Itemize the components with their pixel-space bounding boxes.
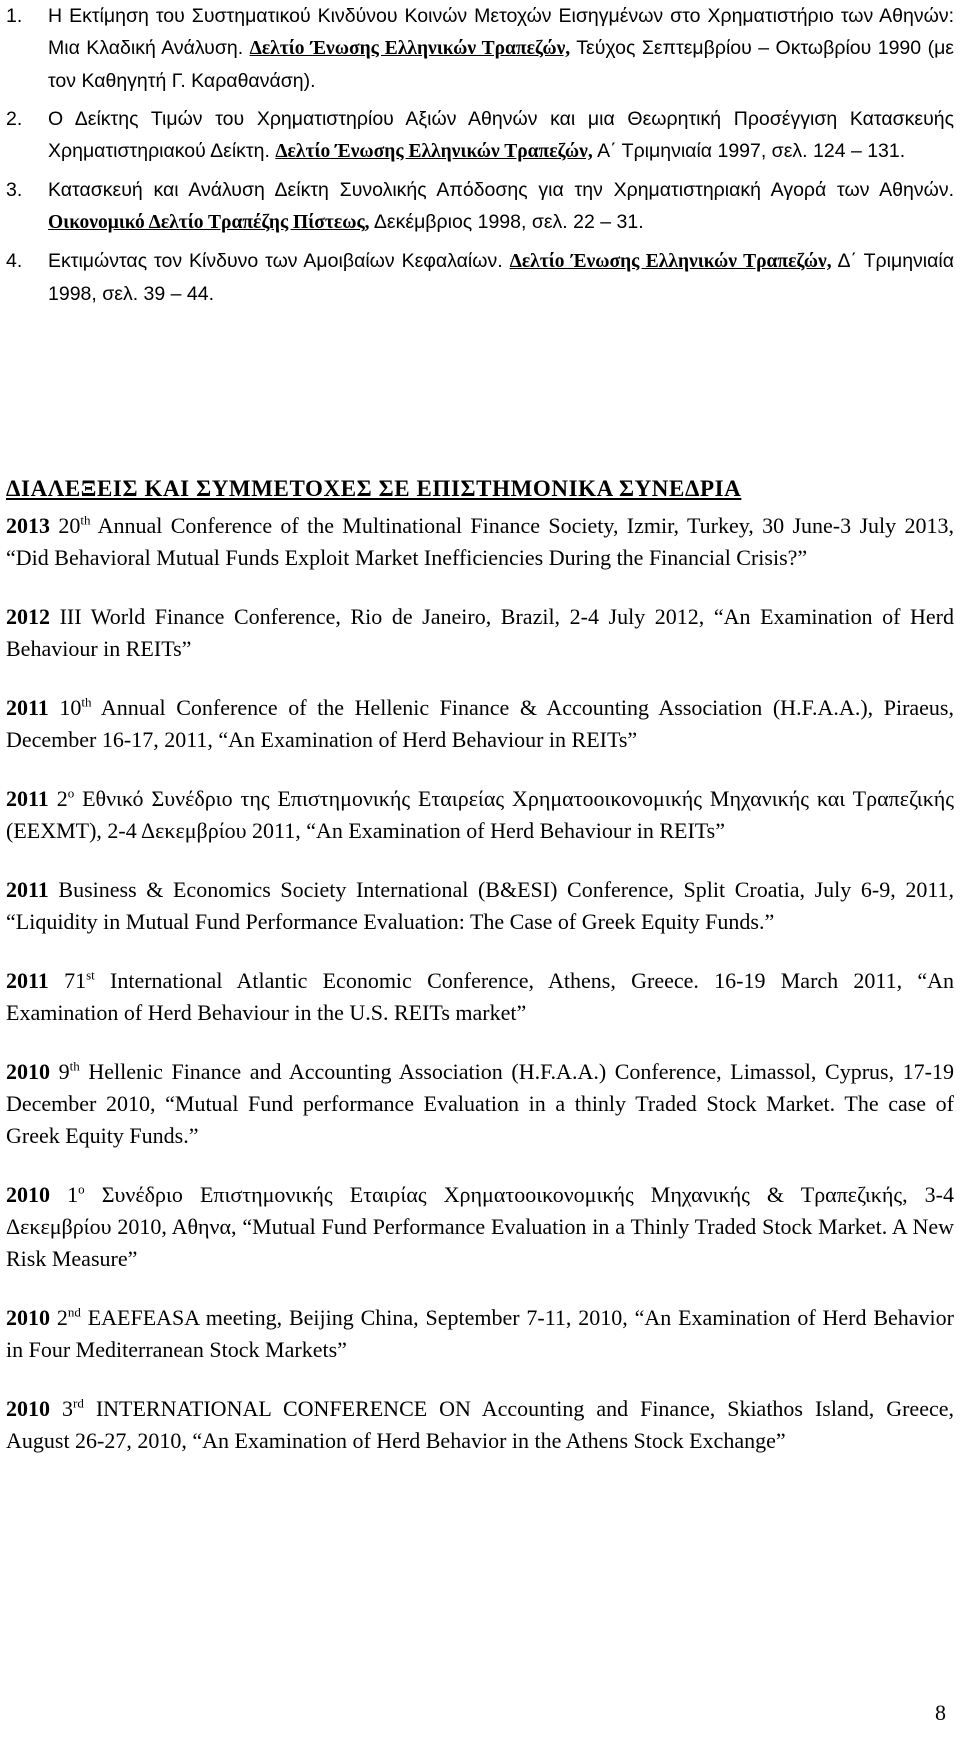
conference-ordinal: 71st	[64, 967, 95, 993]
conference-entry	[6, 874, 954, 938]
ordinal-suffix: nd	[67, 1304, 81, 1320]
conference-year: 2010	[6, 1305, 50, 1330]
publication-details: Δεκέμβριος 1998, σελ. 22 – 31.	[373, 211, 644, 233]
conference-ordinal: 3rd	[61, 1395, 84, 1421]
conference-ordinal: 1$^o$	[67, 1181, 85, 1207]
publications-list	[6, 0, 954, 310]
conference-text: Συνέδριο Επιστημονικής Εταιρίας Χρηματοοικονομικής Μηχανικής & Τραπεζικής, 3-4 Δεκεμβρίου 2010, Αθηνα, “Mutual Fund Performance Evaluation in a Thinly Traded Stock Market. A New Risk Measure”	[6, 1182, 954, 1271]
publication-number: 3.	[6, 179, 23, 201]
conference-entry	[6, 1302, 954, 1366]
ordinal-suffix: th	[81, 694, 92, 710]
document-page	[6, 0, 955, 1725]
ordinal-suffix: st	[86, 967, 95, 983]
conference-text: III World Finance Conference, Rio de Janeiro, Brazil, 2-4 July 2012, “An Examination of Herd Behaviour in REITs”	[6, 604, 955, 661]
conference-entry	[6, 510, 954, 574]
ordinal-suffix: th	[80, 512, 91, 528]
publication-item	[6, 103, 954, 168]
publication-title: Η Εκτίμηση του Συστηματικού Κινδύνου Κοινών Μετοχών Εισηγμένων στο Χρηματιστήριο των Αθηνών: Μια Κλαδική Ανάλυση.	[48, 5, 954, 59]
publication-journal: Δελτίο Ένωσης Ελληνικών Τραπεζών,	[509, 251, 832, 272]
conference-entry	[6, 1179, 954, 1275]
ordinal-suffix: o	[67, 785, 75, 801]
publication-item	[6, 174, 954, 239]
conference-ordinal: 2nd	[56, 1304, 81, 1330]
conference-entry	[6, 601, 954, 665]
section-heading: ΔΙΑΛΕΞΕΙΣ ΚΑΙ ΣΥΜΜΕΤΟΧΕΣ ΣΕ ΕΠΙΣΤΗΜΟΝΙΚΑ ΣΥΝΕΔΡΙΑ	[6, 476, 742, 501]
ordinal-suffix: o	[78, 1181, 85, 1197]
conference-ordinal: 2$^o$	[56, 785, 75, 811]
publication-journal: Οικονομικό Δελτίο Τραπέζης Πίστεως,	[48, 212, 370, 233]
conference-entry	[6, 1393, 954, 1457]
publication-number: 4.	[6, 250, 23, 272]
conference-year: 2011	[6, 695, 49, 720]
conference-year: 2013	[6, 513, 50, 538]
conference-year: 2011	[6, 968, 49, 993]
conference-year: 2012	[6, 604, 50, 629]
page-number: 8	[935, 1700, 946, 1725]
publication-number: 1.	[6, 5, 23, 27]
conference-entry	[6, 692, 954, 756]
conference-ordinal: 20th	[58, 512, 91, 538]
conference-year: 2010	[6, 1059, 50, 1084]
publication-number: 2.	[6, 108, 23, 130]
conference-text: International Atlantic Economic Conference, Athens, Greece. 16-19 March 2011, “An Examination of Herd Behaviour in the U.S. REITs market”	[6, 968, 955, 1025]
publication-item	[6, 0, 954, 97]
conference-year: 2010	[6, 1396, 50, 1421]
ordinal-suffix: rd	[72, 1395, 84, 1411]
publication-title: Ο Δείκτης Τιμών του Χρηματιστηρίου Αξιών Αθηνών και μια Θεωρητική Προσέγγιση Κατασκευής Χρηματιστηριακού Δείκτη.	[48, 108, 954, 162]
conference-year: 2010	[6, 1182, 50, 1207]
conference-text: Annual Conference of the Hellenic Finance & Accounting Association (H.F.A.A.), Piraeus, December 16-17, 2011, “An Examination of Herd Behaviour in REITs”	[6, 695, 954, 752]
conference-entry	[6, 783, 954, 847]
conference-text: EAEFEASA meeting, Beijing China, September 7-11, 2010, “An Examination of Herd Behavior in Four Mediterranean Stock Markets”	[6, 1305, 954, 1362]
conference-year: 2011	[6, 786, 49, 811]
conference-text: Business & Economics Society International (B&ESI) Conference, Split Croatia, July 6-9, 2011, “Liquidity in Mutual Fund Performance Evaluation: The Case of Greek Equity Funds.”	[6, 877, 955, 934]
conference-text: INTERNATIONAL CONFERENCE ON Accounting and Finance, Skiathos Island, Greece, August 26-27, 2010, “An Examination of Herd Behavior in the Athens Stock Exchange”	[6, 1396, 954, 1453]
publication-details: Δ΄ Τριμηνιαία 1998, σελ. 39 – 44.	[48, 250, 955, 305]
publication-journal: Δελτίο Ένωσης Ελληνικών Τραπεζών,	[249, 38, 571, 59]
publication-details: Α΄ Τριμηνιαία 1997, σελ. 124 – 131.	[597, 140, 906, 162]
publication-journal: Δελτίο Ένωσης Ελληνικών Τραπεζών,	[275, 141, 593, 162]
publication-details: Τεύχος Σεπτεμβρίου – Οκτωβρίου 1990 (με τον Καθηγητή Γ. Καραθανάση).	[48, 37, 954, 92]
conference-ordinal: 9th	[58, 1058, 80, 1084]
conference-list	[6, 510, 954, 1484]
conference-ordinal: 10th	[59, 694, 92, 720]
conference-entry	[6, 965, 954, 1029]
conference-text: Hellenic Finance and Accounting Association (H.F.A.A.) Conference, Limassol, Cyprus, 17-19 December 2010, “Mutual Fund performance Evaluation in a thinly Traded Stock Market. The case of Greek Equity Funds.”	[6, 1059, 955, 1148]
conference-entry	[6, 1056, 954, 1152]
conference-text: Εθνικό Συνέδριο της Επιστημονικής Εταιρείας Χρηματοοικονομικής Μηχανικής και Τραπεζικής (ΕΕΧΜΤ), 2-4 Δεκεμβρίου 2011, “An Examination of Herd Behaviour in REITs”	[6, 786, 955, 843]
publication-title: Εκτιμώντας τον Κίνδυνο των Αμοιβαίων Κεφαλαίων.	[48, 250, 503, 272]
conference-year: 2011	[6, 877, 49, 902]
conference-text: Annual Conference of the Multinational Finance Society, Izmir, Turkey, 30 June-3 July 2013, “Did Behavioral Mutual Funds Exploit Market Inefficiencies During the Financial Crisis?”	[6, 513, 954, 570]
publication-title: Κατασκευή και Ανάλυση Δείκτη Συνολικής Απόδοσης για την Χρηματιστηριακή Αγορά των Αθηνών.	[48, 179, 954, 201]
publication-item	[6, 245, 954, 310]
ordinal-suffix: th	[69, 1058, 80, 1074]
